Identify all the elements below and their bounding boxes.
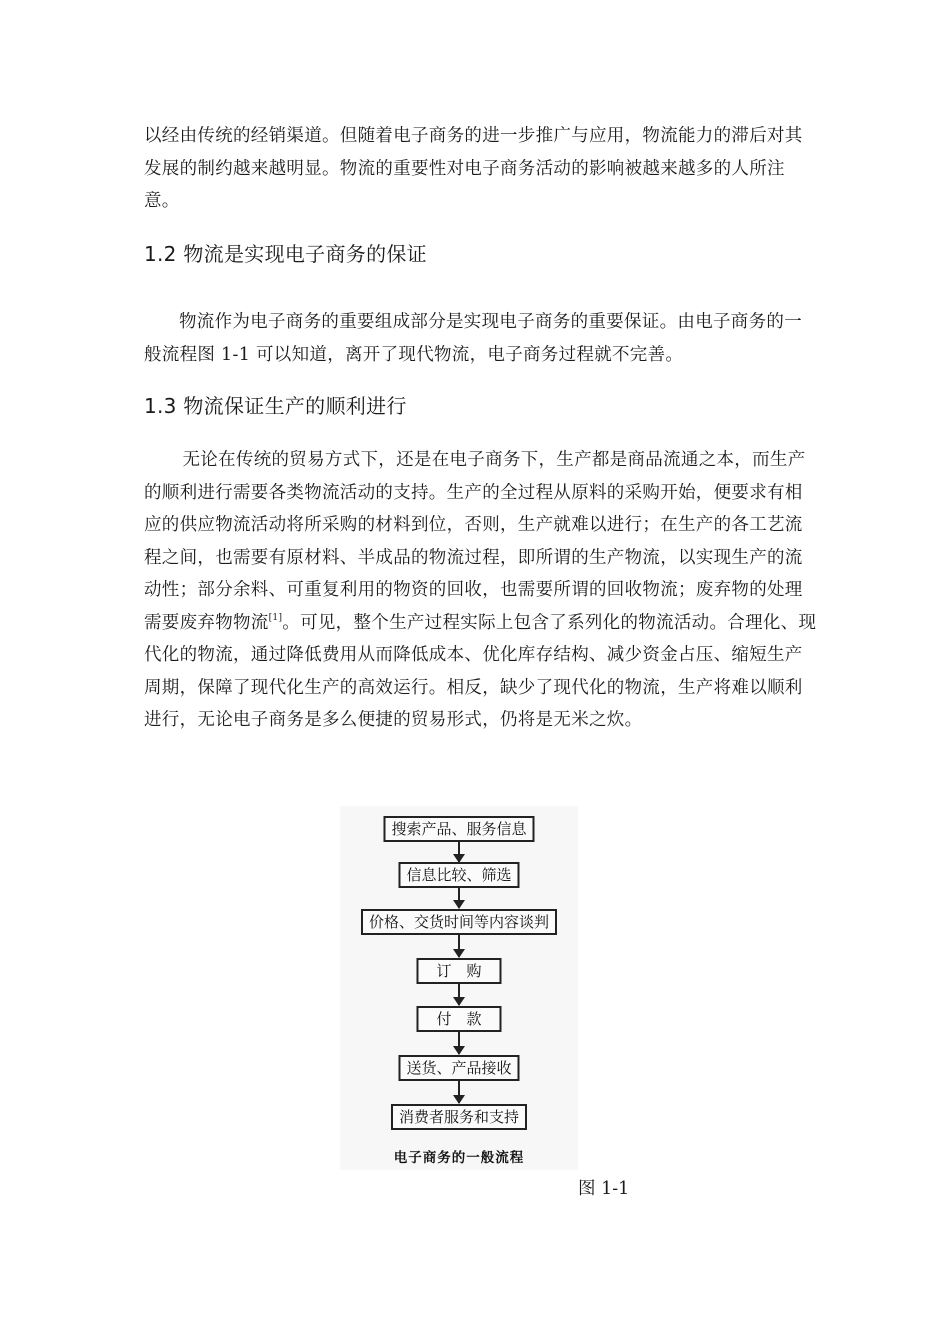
flow-step-order: 订 购	[416, 958, 501, 984]
flow-arrow	[458, 888, 460, 908]
paragraph-1-2: 物流作为电子商务的重要组成部分是实现电子商务的重要保证。由电子商务的一般流程图 1-1 可以知道，离开了现代物流，电子商务过程就不完善。	[144, 312, 802, 365]
paragraph-1-3	[144, 444, 819, 737]
flow-arrow	[458, 984, 460, 1005]
flow-step-delivery: 送货、产品接收	[398, 1055, 519, 1081]
paragraph-1-3-text-a: 无论在传统的贸易方式下，还是在电子商务下，生产都是商品流通之本，而生产的顺利进行需要各类物流活动的支持。生产的全过程从原料的采购开始，便要求有相应的供应物流活动将所采购的材料到位，否则，生产就难以进行；在生产的各工艺流程之间，也需要有原材料、半成品的物流过程，即所谓的生产物流，以实现生产的流动性；部分余料、可重复利用的物资的回收，也需要所谓的回收物流；废弃物的处理需要废弃物物流	[144, 450, 806, 633]
section-heading-1-3: 1.3 物流保证生产的顺利进行	[144, 394, 407, 418]
flowchart-figure	[340, 806, 578, 1170]
flow-step-negotiate: 价格、交货时间等内容谈判	[361, 909, 557, 935]
citation-ref[interactable]: [1]	[268, 612, 283, 623]
flow-arrow	[458, 935, 460, 957]
section-heading-1-2: 1.2 物流是实现电子商务的保证	[144, 242, 427, 266]
figure-title: 电子商务的一般流程	[393, 1150, 525, 1166]
flow-step-service: 消费者服务和支持	[391, 1104, 527, 1130]
paragraph-intro: 以经由传统的经销渠道。但随着电子商务的进一步推广与应用，物流能力的滞后对其发展的制约越来越明显。物流的重要性对电子商务活动的影响被越来越多的人所注意。	[144, 126, 803, 211]
flow-step-payment: 付 款	[416, 1006, 501, 1032]
flow-arrow	[458, 1081, 460, 1103]
flow-step-compare: 信息比较、筛选	[398, 862, 519, 888]
flow-arrow	[458, 842, 460, 862]
flow-step-search: 搜索产品、服务信息	[383, 816, 534, 842]
paragraph-1-3-text-b: 。可见，整个生产过程实际上包含了系列化的物流活动。合理化、现代化的物流，通过降低费用从而降低成本、优化库存结构、减少资金占压、缩短生产周期，保障了现代化生产的高效运行。相反，缺少了现代化的物流，生产将难以顺利进行，无论电子商务是多么便捷的贸易形式，仍将是无米之炊。	[144, 612, 817, 730]
flow-arrow	[458, 1032, 460, 1054]
figure-caption: 图 1-1	[578, 1179, 630, 1199]
